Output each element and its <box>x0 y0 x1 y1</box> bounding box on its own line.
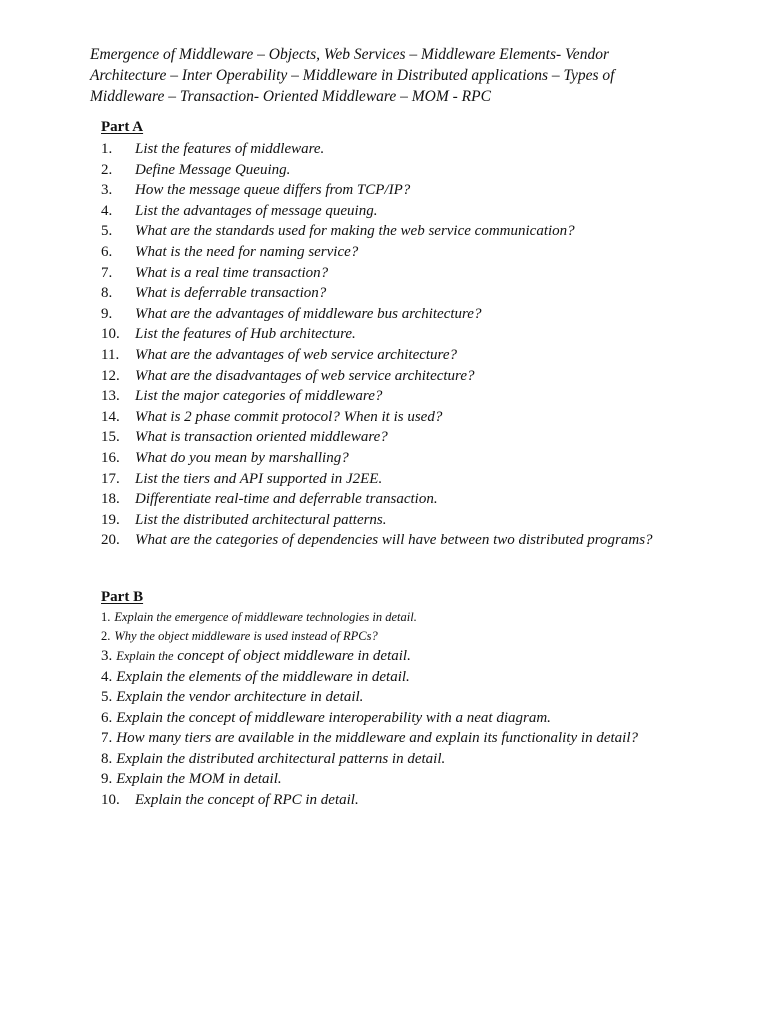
question-text: How the message queue differs from TCP/IP? <box>135 182 411 199</box>
question-number: 10. <box>101 791 120 808</box>
question-text: How many tiers are available in the middleware and explain its functionality in detail? <box>116 730 638 746</box>
question-number: 15. <box>101 429 120 446</box>
question-number: 2. <box>101 161 113 178</box>
question-text: What is 2 phase commit protocol? When it is used? <box>135 408 443 425</box>
question-number: 12. <box>101 367 120 384</box>
question-item <box>101 345 701 366</box>
question-text: List the advantages of message queuing. <box>135 202 378 219</box>
question-item <box>101 469 701 490</box>
question-item <box>101 242 701 263</box>
question-number: 4. <box>101 202 113 219</box>
question-item <box>101 283 701 304</box>
question-number: 16. <box>101 449 120 466</box>
question-number: 18. <box>101 491 120 508</box>
question-number: 14. <box>101 408 120 425</box>
question-item <box>101 667 701 688</box>
syllabus-line: Middleware – Transaction- Oriented Middleware – MOM - RPC <box>90 88 491 105</box>
question-text: What do you mean by marshalling? <box>135 449 349 466</box>
question-text: What are the advantages of middleware bus architecture? <box>135 305 482 322</box>
question-text: Differentiate real-time and deferrable transaction. <box>135 491 438 508</box>
question-item <box>101 749 701 770</box>
question-number: 17. <box>101 470 120 487</box>
syllabus-line: Emergence of Middleware – Objects, Web Services – Middleware Elements- Vendor <box>90 46 609 63</box>
question-text: List the major categories of middleware? <box>135 388 383 405</box>
question-number: 4. <box>101 668 113 685</box>
question-text: What is transaction oriented middleware? <box>135 429 388 446</box>
question-item <box>101 646 701 667</box>
part-b-question-list <box>101 608 701 810</box>
question-text: What are the categories of dependencies will have between two distributed programs? <box>135 532 653 549</box>
question-text: Explain the concept of middleware interoperability with a neat diagram. <box>116 709 551 726</box>
question-text: Define Message Queuing. <box>135 161 291 178</box>
question-number: 6. <box>101 243 113 260</box>
question-item <box>101 366 701 387</box>
question-number: 1. <box>101 141 113 157</box>
question-number: 13. <box>101 388 120 405</box>
question-number: 1. <box>101 610 111 624</box>
question-item <box>101 427 701 448</box>
question-number: 2. <box>101 629 111 643</box>
question-item <box>101 201 701 222</box>
question-item <box>101 304 701 325</box>
question-text: Explain the vendor architecture in detail. <box>116 689 364 705</box>
question-item <box>101 180 701 201</box>
question-text: Why the object middleware is used instead of RPCs? <box>114 629 378 643</box>
question-number: 11. <box>101 346 120 363</box>
question-number: 9. <box>101 305 113 322</box>
question-number: 8. <box>101 750 113 767</box>
question-number: 3. <box>101 182 113 199</box>
question-item <box>101 708 701 729</box>
question-text: Explain the distributed architectural patterns in detail. <box>116 750 446 767</box>
question-text: What is deferrable transaction? <box>135 285 327 302</box>
question-item <box>101 386 701 407</box>
question-number: 19. <box>101 511 120 528</box>
question-number: 9. <box>101 771 113 787</box>
question-item <box>101 769 701 790</box>
question-number: 20. <box>101 532 120 549</box>
question-item <box>101 510 701 531</box>
question-text-prefix: Explain the <box>116 649 174 663</box>
question-text: concept of object middleware in detail. <box>177 648 411 664</box>
part-a-heading: Part A <box>101 119 144 135</box>
question-number: 5. <box>101 689 113 705</box>
question-item <box>101 221 701 242</box>
question-item <box>101 489 701 510</box>
question-text: What is the need for naming service? <box>135 243 359 260</box>
question-number: 7. <box>101 264 113 281</box>
question-text: What are the advantages of web service architecture? <box>135 346 457 363</box>
question-item <box>101 790 701 811</box>
question-item <box>101 448 701 469</box>
question-item <box>101 627 701 646</box>
question-number: 6. <box>101 709 113 726</box>
question-item <box>101 728 701 749</box>
question-number: 3. <box>101 648 113 664</box>
question-item <box>101 139 701 160</box>
question-text: Explain the elements of the middleware in detail. <box>116 668 410 685</box>
question-text: List the features of middleware. <box>135 141 325 157</box>
question-text: List the features of Hub architecture. <box>135 326 356 343</box>
question-text: What are the standards used for making the web service communication? <box>135 223 575 240</box>
question-item <box>101 687 701 708</box>
question-item <box>101 324 701 345</box>
question-item <box>101 407 701 428</box>
question-text: What is a real time transaction? <box>135 264 329 281</box>
question-text: Explain the concept of RPC in detail. <box>135 791 359 808</box>
question-item <box>101 608 701 627</box>
question-text: List the tiers and API supported in J2EE. <box>135 470 383 487</box>
question-number: 7. <box>101 730 113 746</box>
question-item <box>101 530 701 551</box>
part-b-heading: Part B <box>101 589 144 605</box>
question-text: Explain the MOM in detail. <box>116 771 282 787</box>
question-text: List the distributed architectural patterns. <box>135 511 387 528</box>
syllabus-topics <box>90 44 650 107</box>
question-text: What are the disadvantages of web service architecture? <box>135 367 475 384</box>
question-item <box>101 263 701 284</box>
syllabus-line: Architecture – Inter Operability – Middleware in Distributed applications – Types of <box>90 67 615 84</box>
question-number: 8. <box>101 285 113 302</box>
question-item <box>101 160 701 181</box>
question-text: Explain the emergence of middleware technologies in detail. <box>114 610 417 624</box>
question-number: 5. <box>101 223 113 240</box>
question-number: 10. <box>101 326 120 343</box>
part-a-question-list <box>101 139 701 551</box>
